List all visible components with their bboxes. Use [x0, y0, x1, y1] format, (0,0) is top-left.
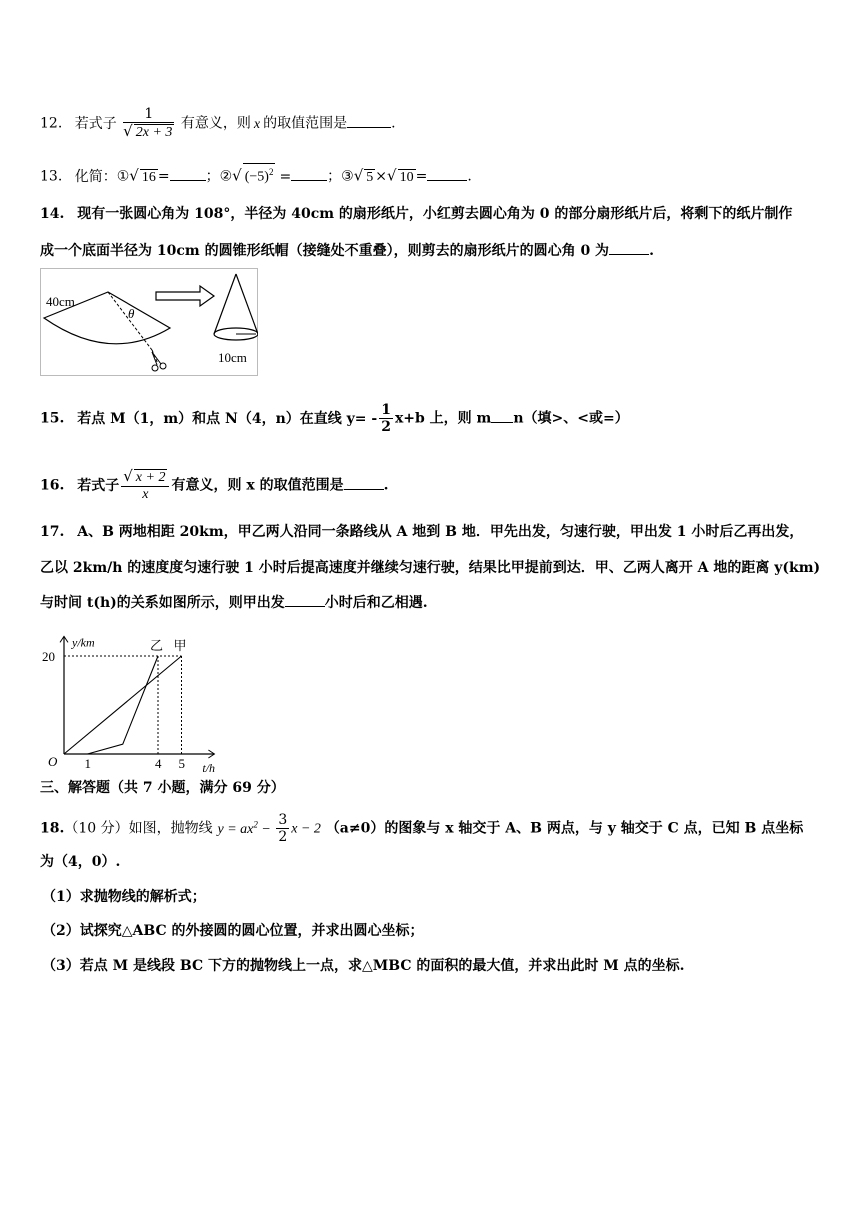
fraction	[121, 468, 169, 503]
fraction	[379, 402, 393, 435]
separator: ；	[205, 168, 220, 185]
answer-blank	[491, 408, 513, 423]
equals: =	[415, 168, 428, 185]
radicand: 10	[399, 169, 414, 185]
question-18-sub-2: （2）试探究△ABC 的外接圆的圆心位置，并求出圆心坐标；	[42, 923, 424, 939]
variable: x	[253, 116, 261, 132]
exponent: 2	[253, 818, 258, 829]
fraction	[123, 106, 174, 141]
radicand-base: (−5)	[244, 169, 269, 185]
series-label: 乙	[150, 638, 164, 653]
question-text: 若点 M（1，m）和点 N（4，n）在直线 y= -	[77, 410, 378, 427]
radicand: x + 2	[135, 470, 166, 485]
question-text: 乙以 2km/h 的速度度匀速行驶 1 小时后提高速度并继续匀速行驶，结果比甲提前到达．甲、乙两人离开 A 地的距离 y(km)	[40, 560, 821, 576]
sqrt-icon: √	[353, 166, 364, 185]
series-label: 甲	[173, 638, 187, 653]
question-number: 13.	[40, 168, 63, 185]
angle-label: θ	[128, 306, 135, 321]
question-18-sub-1: （1）求抛物线的解析式；	[42, 889, 206, 905]
fraction-numerator: 1	[123, 106, 174, 123]
question-13	[40, 163, 472, 187]
equals: =	[157, 168, 170, 185]
answer-blank	[427, 166, 467, 181]
answer-blank	[291, 166, 327, 181]
question-18-sub-3: （3）若点 M 是线段 BC 下方的抛物线上一点，求△MBC 的面积的最大值，并求出此时 M 点的坐标.	[42, 958, 685, 974]
radicand: 16	[141, 169, 156, 185]
question-text: （10 分）如图，抛物线	[64, 820, 213, 837]
answer-blank	[609, 240, 649, 255]
question-number: 14.	[40, 206, 65, 222]
radicand: 2x + 3	[135, 125, 173, 140]
equation	[217, 818, 275, 837]
cone-shape	[214, 274, 258, 340]
question-17-line-3	[40, 592, 428, 613]
sqrt-icon: √	[387, 166, 397, 185]
series-line	[64, 656, 182, 754]
question-text: n（填>、<或=）	[513, 410, 629, 427]
question-16	[40, 468, 388, 503]
sqrt-icon: √	[123, 122, 133, 140]
question-number: 15.	[40, 410, 65, 427]
period: .	[383, 477, 389, 494]
question-text: A、B 两地相距 20km，甲乙两人沿同一条路线从 A 地到 B 地．甲先出发，匀速行驶，甲出发 1 小时后乙再出发，	[77, 524, 804, 540]
y-axis-label: y/km	[72, 635, 95, 650]
sqrt-icon: √	[129, 166, 139, 185]
exponent: 2	[268, 167, 274, 177]
fraction-denominator	[123, 123, 174, 141]
x-axis-label: t/h	[202, 761, 216, 775]
distance-time-chart	[40, 616, 260, 780]
fraction-numerator: 1	[381, 402, 391, 418]
cut-line	[108, 292, 152, 350]
equation-part: −	[257, 821, 275, 837]
question-number: 16.	[40, 477, 65, 494]
equation-part: y = ax	[217, 821, 254, 837]
question-17-line-1	[40, 522, 803, 542]
circled-one: ①	[116, 168, 130, 185]
question-number: 18.	[40, 820, 65, 837]
radicand	[243, 163, 276, 186]
question-number: 17.	[40, 524, 65, 540]
radicand: 5	[366, 169, 374, 185]
question-text: 的取值范围是	[263, 115, 348, 132]
question-17-line-2	[40, 558, 820, 578]
period: .	[467, 168, 472, 185]
question-text: 若式子	[77, 477, 120, 494]
origin-label: O	[48, 754, 58, 769]
x-tick-label: 4	[155, 756, 162, 771]
question-18-line-1	[40, 812, 803, 845]
fraction-denominator: 2	[278, 829, 288, 845]
fraction	[276, 812, 289, 845]
question-text: 小时后和乙相遇.	[324, 595, 428, 611]
sector-cone-figure	[40, 268, 258, 376]
radius-label: 40cm	[46, 294, 75, 309]
arrow-right-icon	[156, 286, 214, 306]
base-radius-label: 10cm	[218, 350, 247, 365]
answer-blank	[344, 475, 384, 490]
equals: =	[279, 168, 292, 185]
period: .	[391, 115, 396, 132]
fraction-numerator: 3	[278, 812, 288, 828]
question-14-line-2	[40, 240, 654, 261]
circled-three: ③	[341, 168, 354, 185]
sqrt-icon: √	[123, 467, 133, 485]
x-tick-label: 1	[84, 756, 91, 771]
question-text: 现有一张圆心角为 108°，半径为 40cm 的扇形纸片，小红剪去圆心角为 0 的部分扇形纸片后，将剩下的纸片制作	[77, 206, 793, 222]
answer-blank	[285, 592, 325, 607]
answer-blank	[347, 113, 391, 128]
circled-two: ②	[219, 168, 233, 185]
question-text: 若式子	[74, 115, 117, 132]
question-12	[40, 106, 396, 141]
question-text: 成一个底面半径为 10cm 的圆锥形纸帽（接缝处不重叠），则剪去的扇形纸片的圆心角 0 为	[40, 243, 610, 259]
y-tick-label: 20	[42, 649, 55, 664]
period: .	[649, 243, 654, 259]
x-tick-label: 5	[178, 756, 185, 771]
question-text: （a≠0）的图象与 x 轴交于 A、B 两点，与 y 轴交于 C 点，已知 B 点坐标	[325, 820, 804, 837]
fraction-denominator: 2	[381, 419, 391, 435]
times: ×	[375, 168, 388, 185]
question-15	[40, 402, 629, 435]
separator: ；	[327, 168, 342, 185]
question-14-line-1	[40, 204, 792, 224]
question-number: 12.	[40, 115, 63, 132]
section-title: 三、解答题（共 7 小题，满分 69 分）	[40, 780, 285, 796]
question-text: 与时间 t(h)的关系如图所示，则甲出发	[40, 595, 285, 611]
fraction-denominator: x	[142, 487, 149, 502]
question-18-line-2: 为（4，0）.	[40, 854, 121, 870]
question-text: 有意义，则	[180, 115, 251, 132]
question-text: x+b 上，则 m	[394, 410, 492, 427]
sqrt-icon: √	[232, 166, 242, 185]
question-text: 化简：	[74, 168, 117, 185]
cut-line-extension	[152, 350, 158, 364]
equation-part: x − 2	[291, 821, 321, 837]
answer-blank	[170, 166, 206, 181]
fraction-numerator	[121, 468, 169, 487]
question-text: 有意义，则 x 的取值范围是	[171, 477, 344, 494]
scissors-icon	[152, 352, 166, 371]
